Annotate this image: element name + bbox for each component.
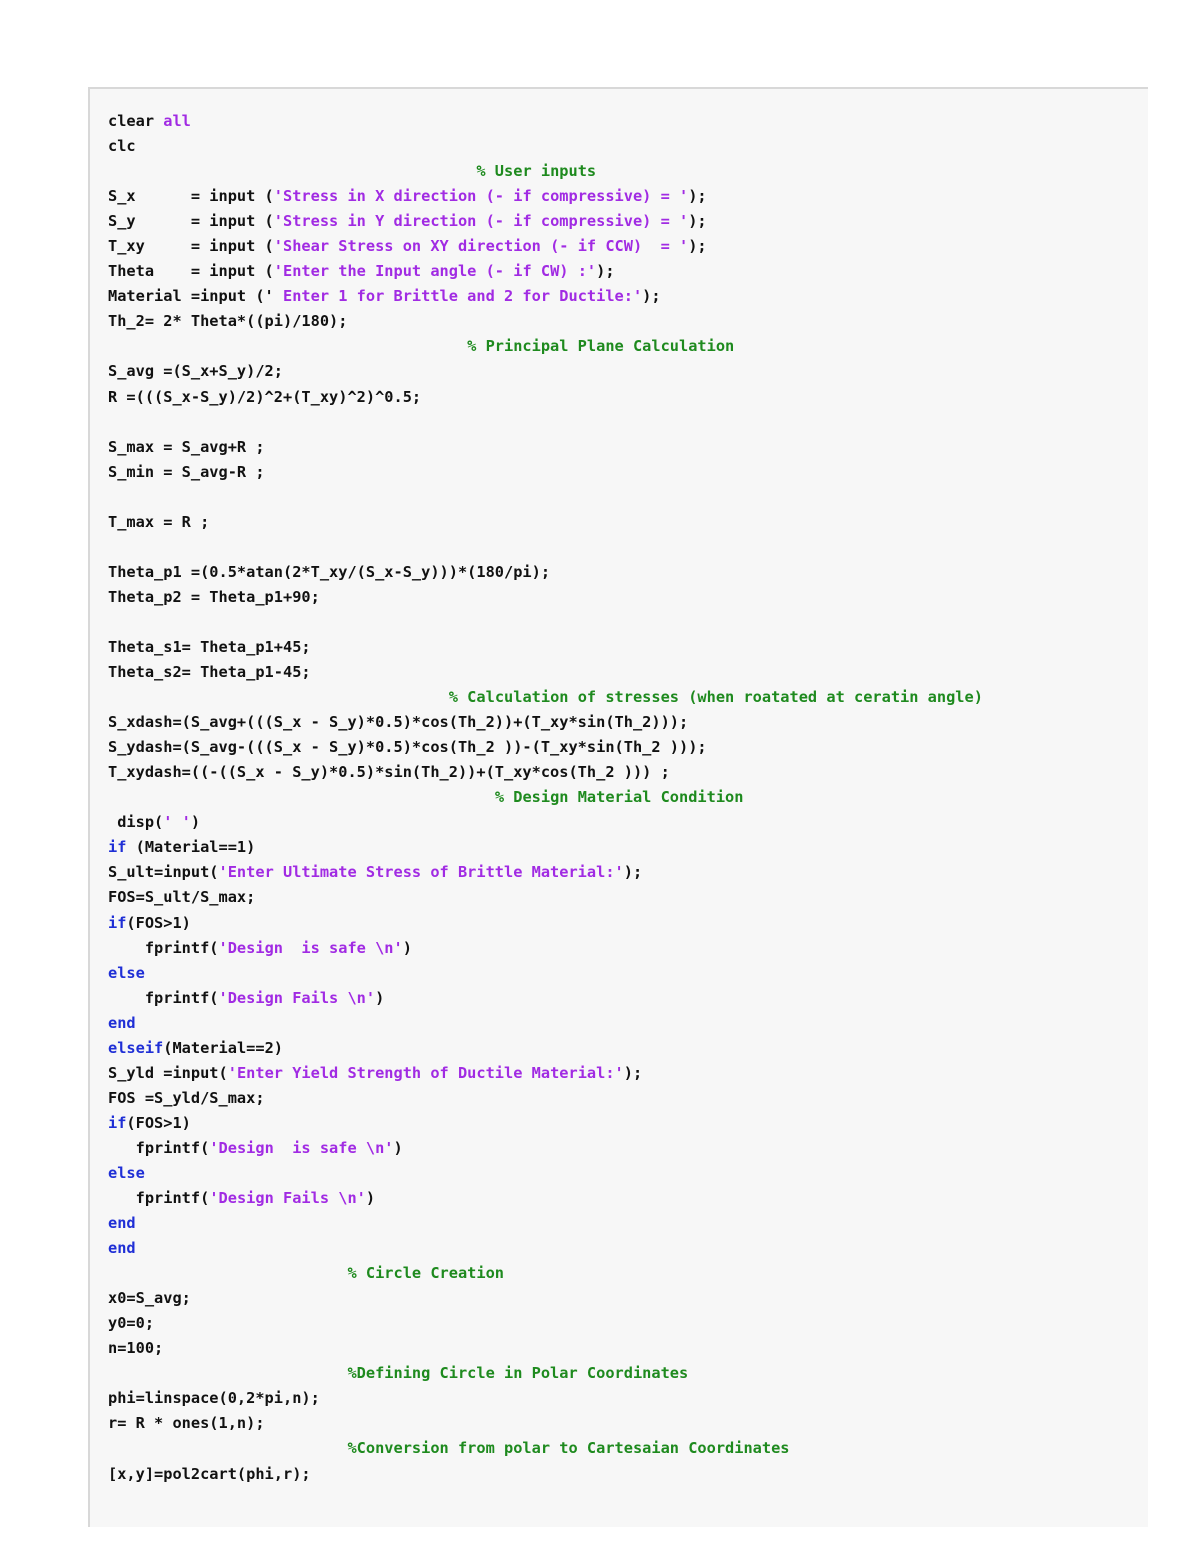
code-string: 'Stress in Y direction (- if compressive) = ' xyxy=(273,212,689,231)
code-line xyxy=(108,1136,983,1161)
code-line xyxy=(108,1336,983,1361)
code-line xyxy=(108,1361,983,1386)
code-text: y0=0; xyxy=(108,1314,155,1333)
code-line xyxy=(108,585,983,610)
code-text: S_max = S_avg+R ; xyxy=(108,437,265,456)
code-string: 'Stress in X direction (- if compressive) = ' xyxy=(273,187,689,206)
code-text: T_max = R ; xyxy=(108,512,210,531)
code-keyword: elseif xyxy=(108,1038,164,1057)
code-keyword: if xyxy=(108,913,127,932)
code-comment: % User inputs xyxy=(476,162,597,181)
code-line xyxy=(108,1086,983,1111)
code-text: S_avg =(S_x+S_y)/2; xyxy=(108,362,283,381)
code-text: ); xyxy=(688,212,707,231)
code-text: x0=S_avg; xyxy=(108,1289,191,1308)
code-comment: % Circle Creation xyxy=(347,1264,505,1283)
code-text: phi=linspace(0,2*pi,n); xyxy=(108,1389,320,1408)
code-line xyxy=(108,184,983,209)
code-line xyxy=(108,234,983,259)
code-line xyxy=(108,1036,983,1061)
code-text: ) xyxy=(402,938,412,957)
code-string: 'Design Fails \n' xyxy=(218,988,376,1007)
code-text: ); xyxy=(623,1063,643,1082)
code-line xyxy=(108,560,983,585)
code-string: 'Enter Ultimate Stress of Brittle Material:' xyxy=(218,863,624,882)
code-line xyxy=(108,1186,983,1211)
code-keyword: else xyxy=(108,963,145,982)
code-text: FOS =S_yld/S_max; xyxy=(108,1088,265,1107)
code-text: ); xyxy=(688,187,707,206)
code-line xyxy=(108,986,983,1011)
code-text: ) xyxy=(190,813,201,832)
code-line xyxy=(108,209,983,234)
code-text xyxy=(108,337,467,355)
code-keyword: end xyxy=(108,1214,136,1233)
code-string: Enter 1 for Brittle and 2 for Ductile:' xyxy=(282,287,643,306)
code-line xyxy=(108,1211,983,1236)
code-text: (FOS>1) xyxy=(126,913,191,932)
code-line xyxy=(108,510,983,535)
code-text xyxy=(108,1364,347,1382)
code-string: 'Design is safe \n' xyxy=(209,1138,394,1157)
code-text: S_ult=input( xyxy=(108,863,219,882)
code-line xyxy=(108,1011,983,1036)
code-text: T_xydash=((-((S_x - S_y)*0.5)*sin(Th_2))+(T_xy*cos(Th_2 ))) ; xyxy=(108,763,670,782)
code-comment: % Calculation of stresses (when roatated at ceratin angle) xyxy=(448,688,983,707)
code-line xyxy=(108,936,983,961)
code-text: ) xyxy=(375,988,385,1007)
code-string: 'Shear Stress on XY direction (- if CCW) = ' xyxy=(273,237,689,256)
code-line xyxy=(108,760,983,785)
code-line xyxy=(108,159,983,184)
code-text: [x,y]=pol2cart(phi,r); xyxy=(108,1464,311,1483)
code-text xyxy=(108,1439,347,1457)
code-text: Theta = input ( xyxy=(108,262,274,281)
code-line xyxy=(108,435,983,460)
code-line xyxy=(108,911,983,936)
code-text: Material =input (' xyxy=(108,287,283,306)
code-text: r= R * ones(1,n); xyxy=(108,1414,265,1433)
code-text: S_ydash=(S_avg-(((S_x - S_y)*0.5)*cos(Th_2 ))-(T_xy*sin(Th_2 ))); xyxy=(108,738,707,757)
code-line xyxy=(108,635,983,660)
code-line xyxy=(108,710,983,735)
code-text: T_xy = input ( xyxy=(108,237,274,256)
code-text: ); xyxy=(596,262,615,281)
code-text: R =(((S_x-S_y)/2)^2+(T_xy)^2)^0.5; xyxy=(108,387,422,406)
code-string: 'Design is safe \n' xyxy=(218,938,403,957)
code-text: S_min = S_avg-R ; xyxy=(108,462,265,481)
code-text: S_yld =input( xyxy=(108,1063,228,1082)
code-string: 'Design Fails \n' xyxy=(209,1189,366,1208)
code-line xyxy=(108,1261,983,1286)
code-line xyxy=(108,410,983,435)
code-line xyxy=(108,1236,983,1261)
code-text: n=100; xyxy=(108,1339,164,1358)
code-text: (FOS>1) xyxy=(126,1113,191,1132)
code-text xyxy=(108,1264,347,1282)
code-keyword: else xyxy=(108,1163,145,1182)
code-keyword: if xyxy=(108,838,127,857)
code-line xyxy=(108,1311,983,1336)
code-line xyxy=(108,660,983,685)
code-text: S_y = input ( xyxy=(108,212,274,231)
code-line xyxy=(108,460,983,485)
code-comment: %Conversion from polar to Cartesaian Coordinates xyxy=(347,1439,790,1458)
code-text xyxy=(108,162,476,180)
code-text: disp( xyxy=(108,813,164,832)
code-text: fprintf( xyxy=(108,1189,210,1208)
code-keyword: end xyxy=(108,1013,136,1032)
code-text: ); xyxy=(688,237,707,256)
code-line xyxy=(108,334,983,359)
code-string: 'Enter the Input angle (- if CW) :' xyxy=(273,262,597,281)
code-text: S_x = input ( xyxy=(108,187,274,206)
code-line xyxy=(108,1286,983,1311)
code-keyword: if xyxy=(108,1113,127,1132)
code-line xyxy=(108,309,983,334)
code-line xyxy=(108,134,983,159)
code-text: ); xyxy=(623,863,643,882)
code-line xyxy=(108,835,983,860)
code-line xyxy=(108,1436,983,1461)
code-line xyxy=(108,259,983,284)
code-text: Th_2= 2* Theta*((pi)/180); xyxy=(108,312,348,331)
code-text: ) xyxy=(393,1138,403,1157)
code-text: fprintf( xyxy=(108,988,219,1007)
code-text: ); xyxy=(642,287,661,306)
code-string: ' ' xyxy=(163,813,191,832)
code-comment: % Design Material Condition xyxy=(494,788,744,807)
code-line xyxy=(108,385,983,410)
code-text: FOS=S_ult/S_max; xyxy=(108,888,256,907)
code-line xyxy=(108,1061,983,1086)
code-text: Theta_s2= Theta_p1-45; xyxy=(108,663,311,682)
code-text: fprintf( xyxy=(108,1138,210,1157)
code-panel xyxy=(88,87,1148,1527)
code-text: Theta_s1= Theta_p1+45; xyxy=(108,637,311,656)
code-line xyxy=(108,610,983,635)
code-text: ) xyxy=(365,1189,376,1208)
code-line xyxy=(108,284,983,309)
code-line xyxy=(108,109,983,134)
code-line xyxy=(108,961,983,986)
code-text: Theta_p1 =(0.5*atan(2*T_xy/(S_x-S_y)))*(180/pi); xyxy=(108,562,551,581)
code-text xyxy=(108,788,495,806)
code-line xyxy=(108,1411,983,1436)
code-line xyxy=(108,1462,983,1487)
code-text: Theta_p2 = Theta_p1+90; xyxy=(108,587,320,606)
code-string: 'Enter Yield Strength of Ductile Material:' xyxy=(227,1063,624,1082)
code-line xyxy=(108,535,983,560)
code-line xyxy=(108,885,983,910)
code-comment: % Principal Plane Calculation xyxy=(467,337,735,356)
code-line xyxy=(108,359,983,384)
code-line xyxy=(108,1386,983,1411)
code-listing xyxy=(108,109,983,1487)
code-text xyxy=(108,688,449,706)
code-line xyxy=(108,1111,983,1136)
code-line xyxy=(108,860,983,885)
code-string: all xyxy=(163,112,191,130)
code-line xyxy=(108,735,983,760)
code-line xyxy=(108,685,983,710)
code-line xyxy=(108,785,983,810)
code-text: fprintf( xyxy=(108,938,219,957)
code-text: (Material==1) xyxy=(126,838,256,857)
code-line xyxy=(108,485,983,510)
code-line xyxy=(108,810,983,835)
code-text: clear xyxy=(108,112,164,130)
code-keyword: end xyxy=(108,1239,136,1258)
code-text: (Material==2) xyxy=(163,1038,283,1057)
code-line xyxy=(108,1161,983,1186)
code-comment: %Defining Circle in Polar Coordinates xyxy=(347,1364,689,1383)
code-text: S_xdash=(S_avg+(((S_x - S_y)*0.5)*cos(Th_2))+(T_xy*sin(Th_2))); xyxy=(108,713,689,732)
code-text: clc xyxy=(108,137,136,156)
